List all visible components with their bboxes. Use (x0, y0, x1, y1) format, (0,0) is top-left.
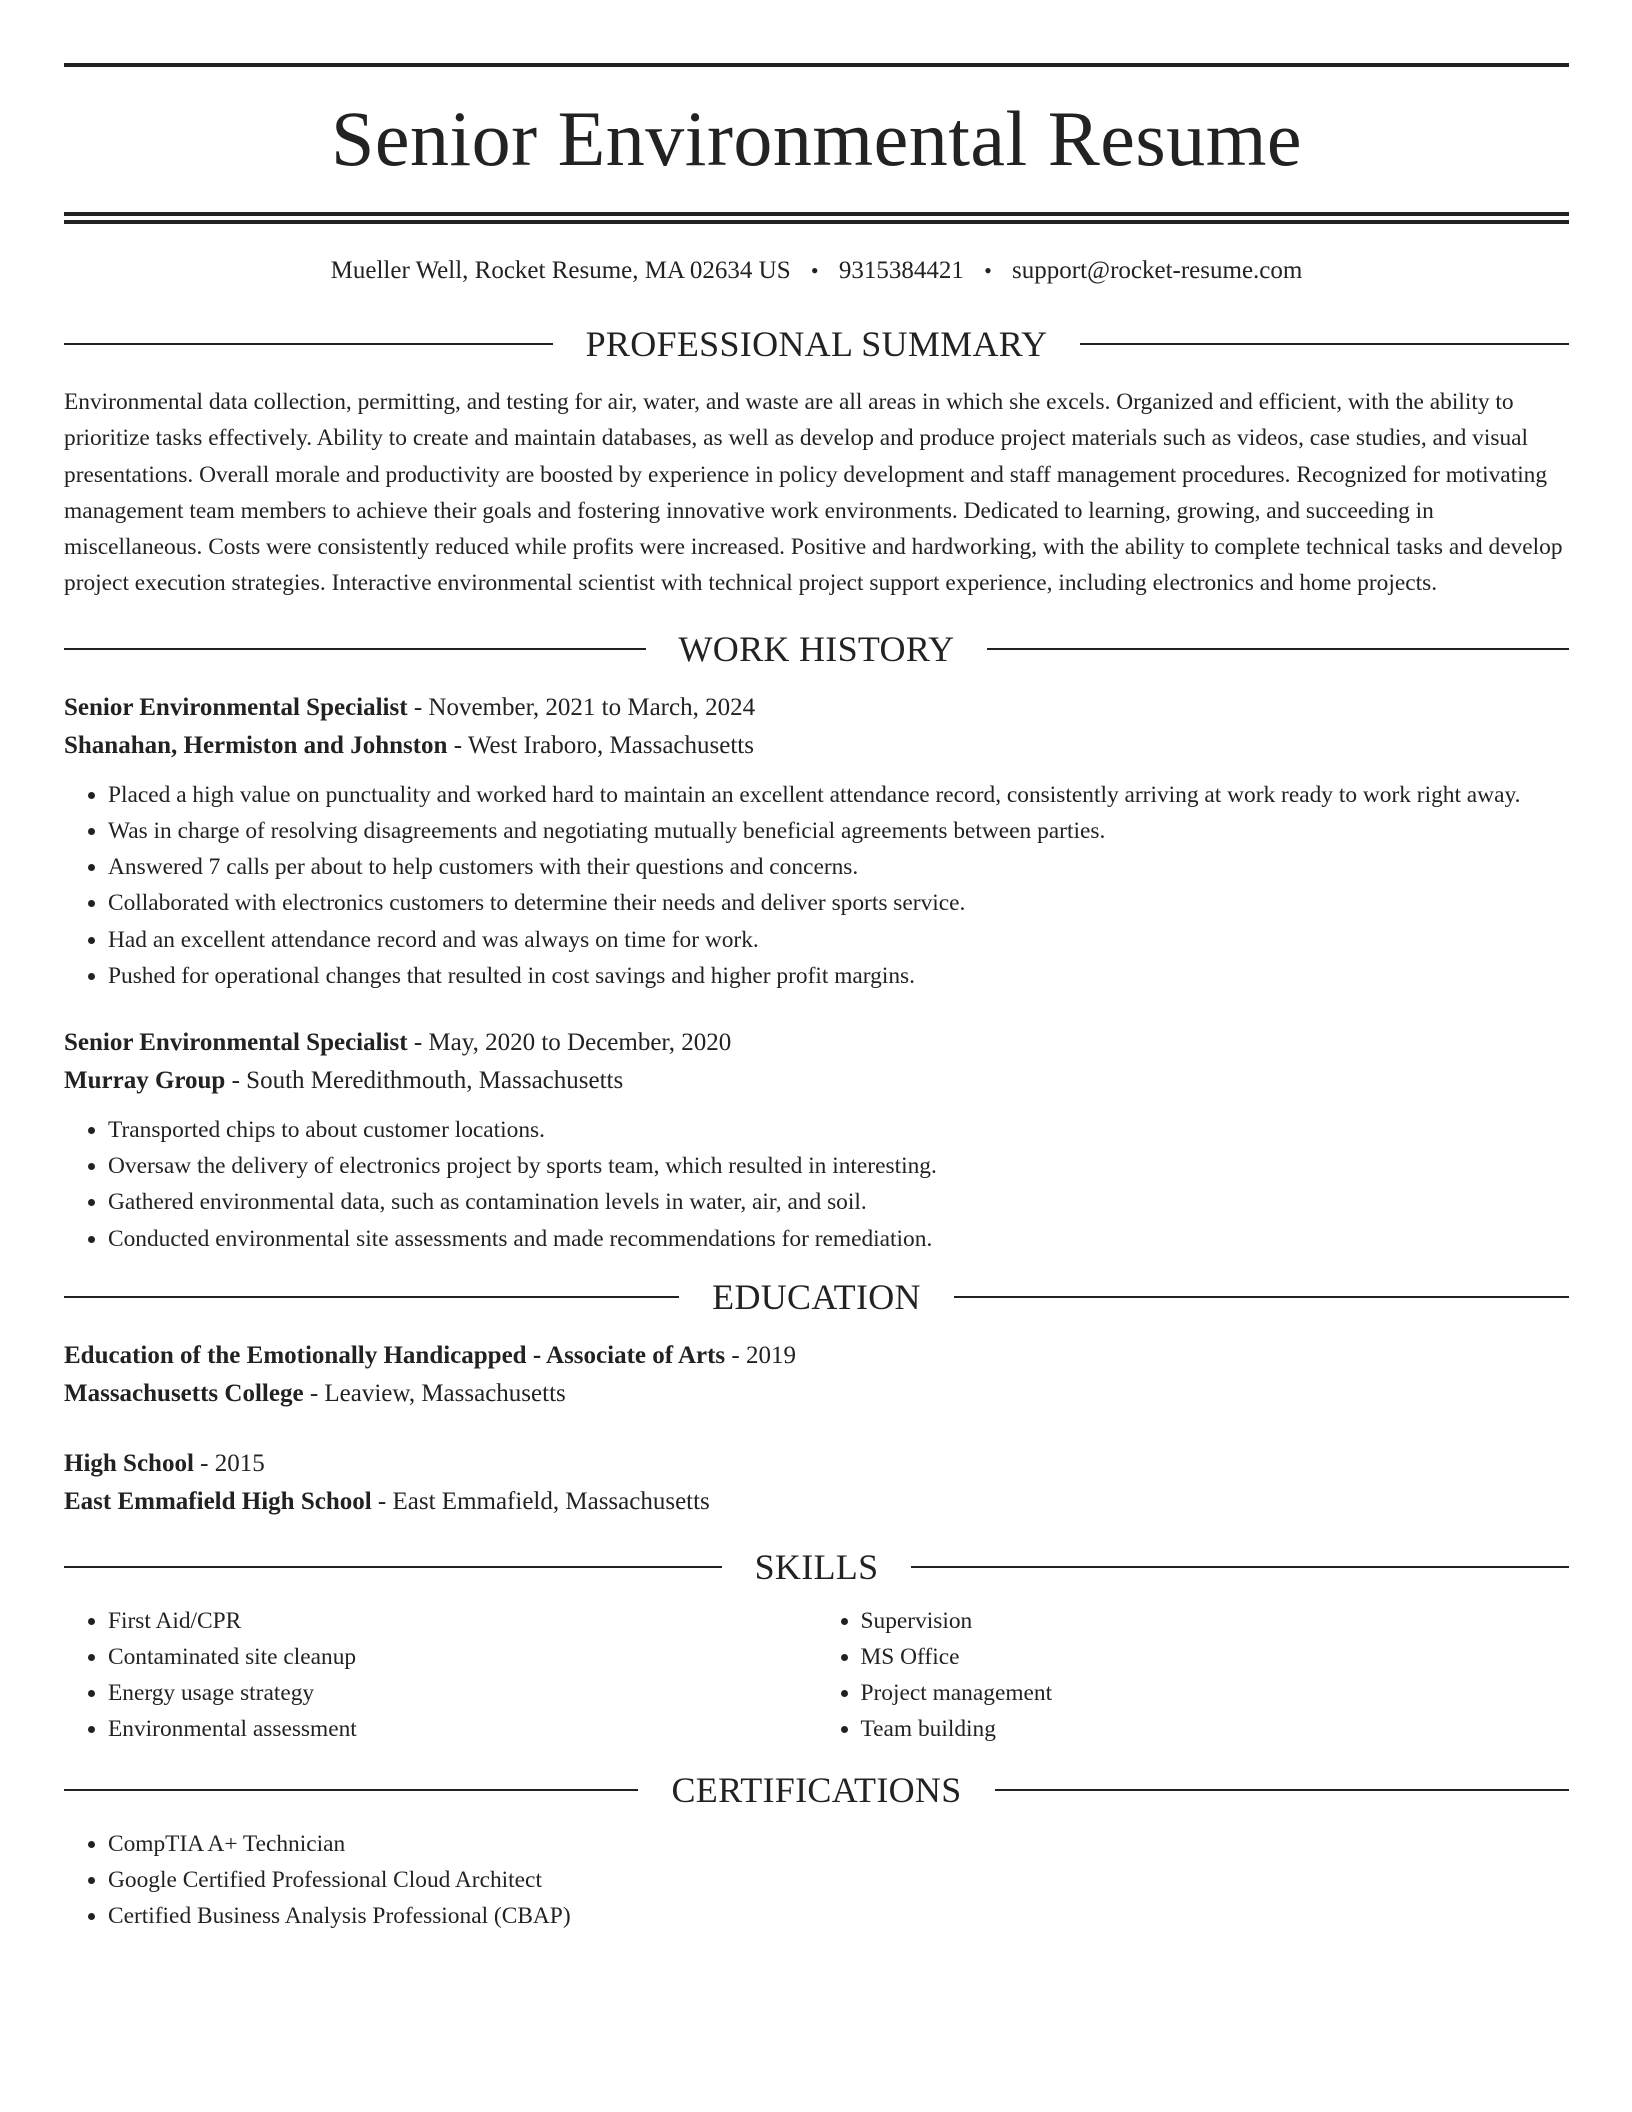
education-degree-line (64, 1445, 1569, 1483)
skill-item: • MS Office (861, 1639, 1570, 1675)
heading-rule (911, 1566, 1569, 1568)
heading-rule (64, 1296, 679, 1298)
section-title: CERTIFICATIONS (671, 1769, 962, 1810)
heading-rule (64, 648, 646, 650)
job-title: Senior Environmental Specialist (64, 1029, 408, 1056)
list-item: • Gathered environmental data, such as contamination levels in water, air, and soil. (108, 1184, 1569, 1220)
education-year: 2019 (745, 1341, 796, 1369)
education-school-line (64, 1483, 1569, 1521)
education-year: 2015 (214, 1449, 265, 1477)
skills-column-right (817, 1603, 1570, 1748)
job-title-line (64, 1024, 1569, 1062)
dash: - (407, 693, 429, 721)
education-location: East Emmafield, Massachusetts (392, 1487, 710, 1515)
job-company-line (64, 727, 1569, 765)
skills-grid (64, 1603, 1569, 1748)
job-title: Senior Environmental Specialist (64, 693, 408, 721)
list-item: • Conducted environmental site assessments and made recommendations for remediation. (108, 1221, 1569, 1257)
list-item: • Pushed for operational changes that resulted in cost savings and higher profit margins. (108, 958, 1569, 994)
contact-address: Mueller Well, Rocket Resume, MA 02634 US (330, 257, 791, 284)
contact-phone: 9315384421 (838, 257, 964, 284)
job-dates: May, 2020 to December, 2020 (428, 1029, 732, 1056)
education-entry (64, 1337, 1569, 1413)
heading-rule (1080, 343, 1569, 345)
skill-item: • Contaminated site cleanup (108, 1639, 817, 1675)
education-location: Leaview, Massachusetts (324, 1379, 566, 1407)
section-heading-summary (64, 324, 1569, 364)
list-item: • Oversaw the delivery of electronics project by sports team, which resulted in interesting. (108, 1148, 1569, 1184)
resume-title: Senior Environmental Resume (331, 95, 1302, 182)
section-heading-certifications (64, 1770, 1569, 1810)
education-degree: Education of the Emotionally Handicapped - Associate of Arts (64, 1341, 726, 1369)
section-heading-work (64, 629, 1569, 669)
dash: - (225, 1067, 247, 1094)
job-entry (64, 1024, 1569, 1257)
contact-email: support@rocket-resume.com (1012, 257, 1303, 284)
list-item: • Placed a high value on punctuality and worked hard to maintain an excellent attendance record, consistently arriving at work ready to work right away. (108, 777, 1569, 813)
section-title: EDUCATION (712, 1276, 921, 1317)
section-heading-education (64, 1277, 1569, 1317)
section-heading-skills (64, 1547, 1569, 1587)
summary-paragraph: Environmental data collection, permitting, and testing for air, water, and waste are all areas in which she excels. Organized and efficient, with the ability to prioritize tasks effectively. Ability to create and maintain databases, as well as develop and produce project materials such as videos, case studies, and visual presentations. Overall morale and productivity are boosted by experience in policy development and staff management procedures. Recognized for motivating management team members to achieve their goals and fostering innovative work environments. Dedicated to learning, growing, and succeeding in miscellaneous. Costs were consistently reduced while profits were increased. Positive and hardworking, with the ability to complete technical tasks and develop project execution strategies. Interactive environmental scientist with technical project support experience, including electronics and home projects. (64, 389, 1563, 597)
job-company: Shanahan, Hermiston and Johnston (64, 731, 448, 759)
heading-rule (954, 1296, 1569, 1298)
skill-item: • Supervision (861, 1603, 1570, 1639)
dash: - (447, 731, 468, 759)
contact-separator: • (984, 258, 992, 283)
section-title: PROFESSIONAL SUMMARY (585, 324, 1048, 364)
list-item: • Collaborated with electronics customers to determine their needs and deliver sports service. (108, 885, 1569, 921)
list-item: • Had an excellent attendance record and was always on time for work. (108, 922, 1569, 958)
job-company-line (64, 1062, 1569, 1100)
certification-list (64, 1826, 1569, 1935)
certification-item: • Certified Business Analysis Professional (CBAP) (108, 1898, 1569, 1934)
skill-item: • Project management (861, 1675, 1570, 1711)
education-school: Massachusetts College (64, 1379, 304, 1407)
job-location: South Meredithmouth, Massachusetts (246, 1067, 624, 1094)
heading-rule (64, 343, 553, 345)
job-bullets (64, 1112, 1569, 1257)
skill-item: • Energy usage strategy (108, 1675, 817, 1711)
list-item: • Answered 7 calls per about to help customers with their questions and concerns. (108, 849, 1569, 885)
contact-separator: • (810, 258, 819, 283)
job-location: West Iraboro, Massachusetts (467, 731, 754, 759)
dash: - (193, 1449, 215, 1477)
job-dates: November, 2021 to March, 2024 (428, 693, 756, 721)
dash: - (725, 1341, 746, 1369)
job-entry (64, 689, 1569, 994)
dash: - (407, 1029, 429, 1056)
heading-rule (995, 1789, 1569, 1791)
job-bullets (64, 777, 1569, 994)
resume-page (64, 63, 1569, 1934)
title-double-rule (64, 212, 1569, 224)
section-title: SKILLS (754, 1546, 879, 1587)
list-item: • Was in charge of resolving disagreements and negotiating mutually beneficial agreements between parties. (108, 813, 1569, 849)
list-item: • Transported chips to about customer locations. (108, 1112, 1569, 1148)
dash: - (303, 1379, 325, 1407)
job-company: Murray Group (64, 1067, 226, 1094)
education-entry (64, 1445, 1569, 1521)
job-title-line (64, 689, 1569, 727)
top-rule (64, 63, 1569, 67)
contact-line (64, 256, 1569, 286)
education-degree-line (64, 1337, 1569, 1375)
heading-rule (64, 1566, 722, 1568)
section-title: WORK HISTORY (678, 628, 955, 669)
skill-item: • Environmental assessment (108, 1711, 817, 1747)
skill-item: • First Aid/CPR (108, 1603, 817, 1639)
education-school: East Emmafield High School (64, 1487, 372, 1515)
dash: - (371, 1487, 393, 1515)
education-school-line (64, 1375, 1569, 1413)
skills-column-left (64, 1603, 817, 1748)
skill-item: • Team building (861, 1711, 1570, 1747)
certification-item: • Google Certified Professional Cloud Architect (108, 1862, 1569, 1898)
heading-rule (64, 1789, 638, 1791)
heading-rule (987, 648, 1569, 650)
education-degree: High School (64, 1449, 194, 1477)
certification-item: • CompTIA A+ Technician (108, 1826, 1569, 1862)
